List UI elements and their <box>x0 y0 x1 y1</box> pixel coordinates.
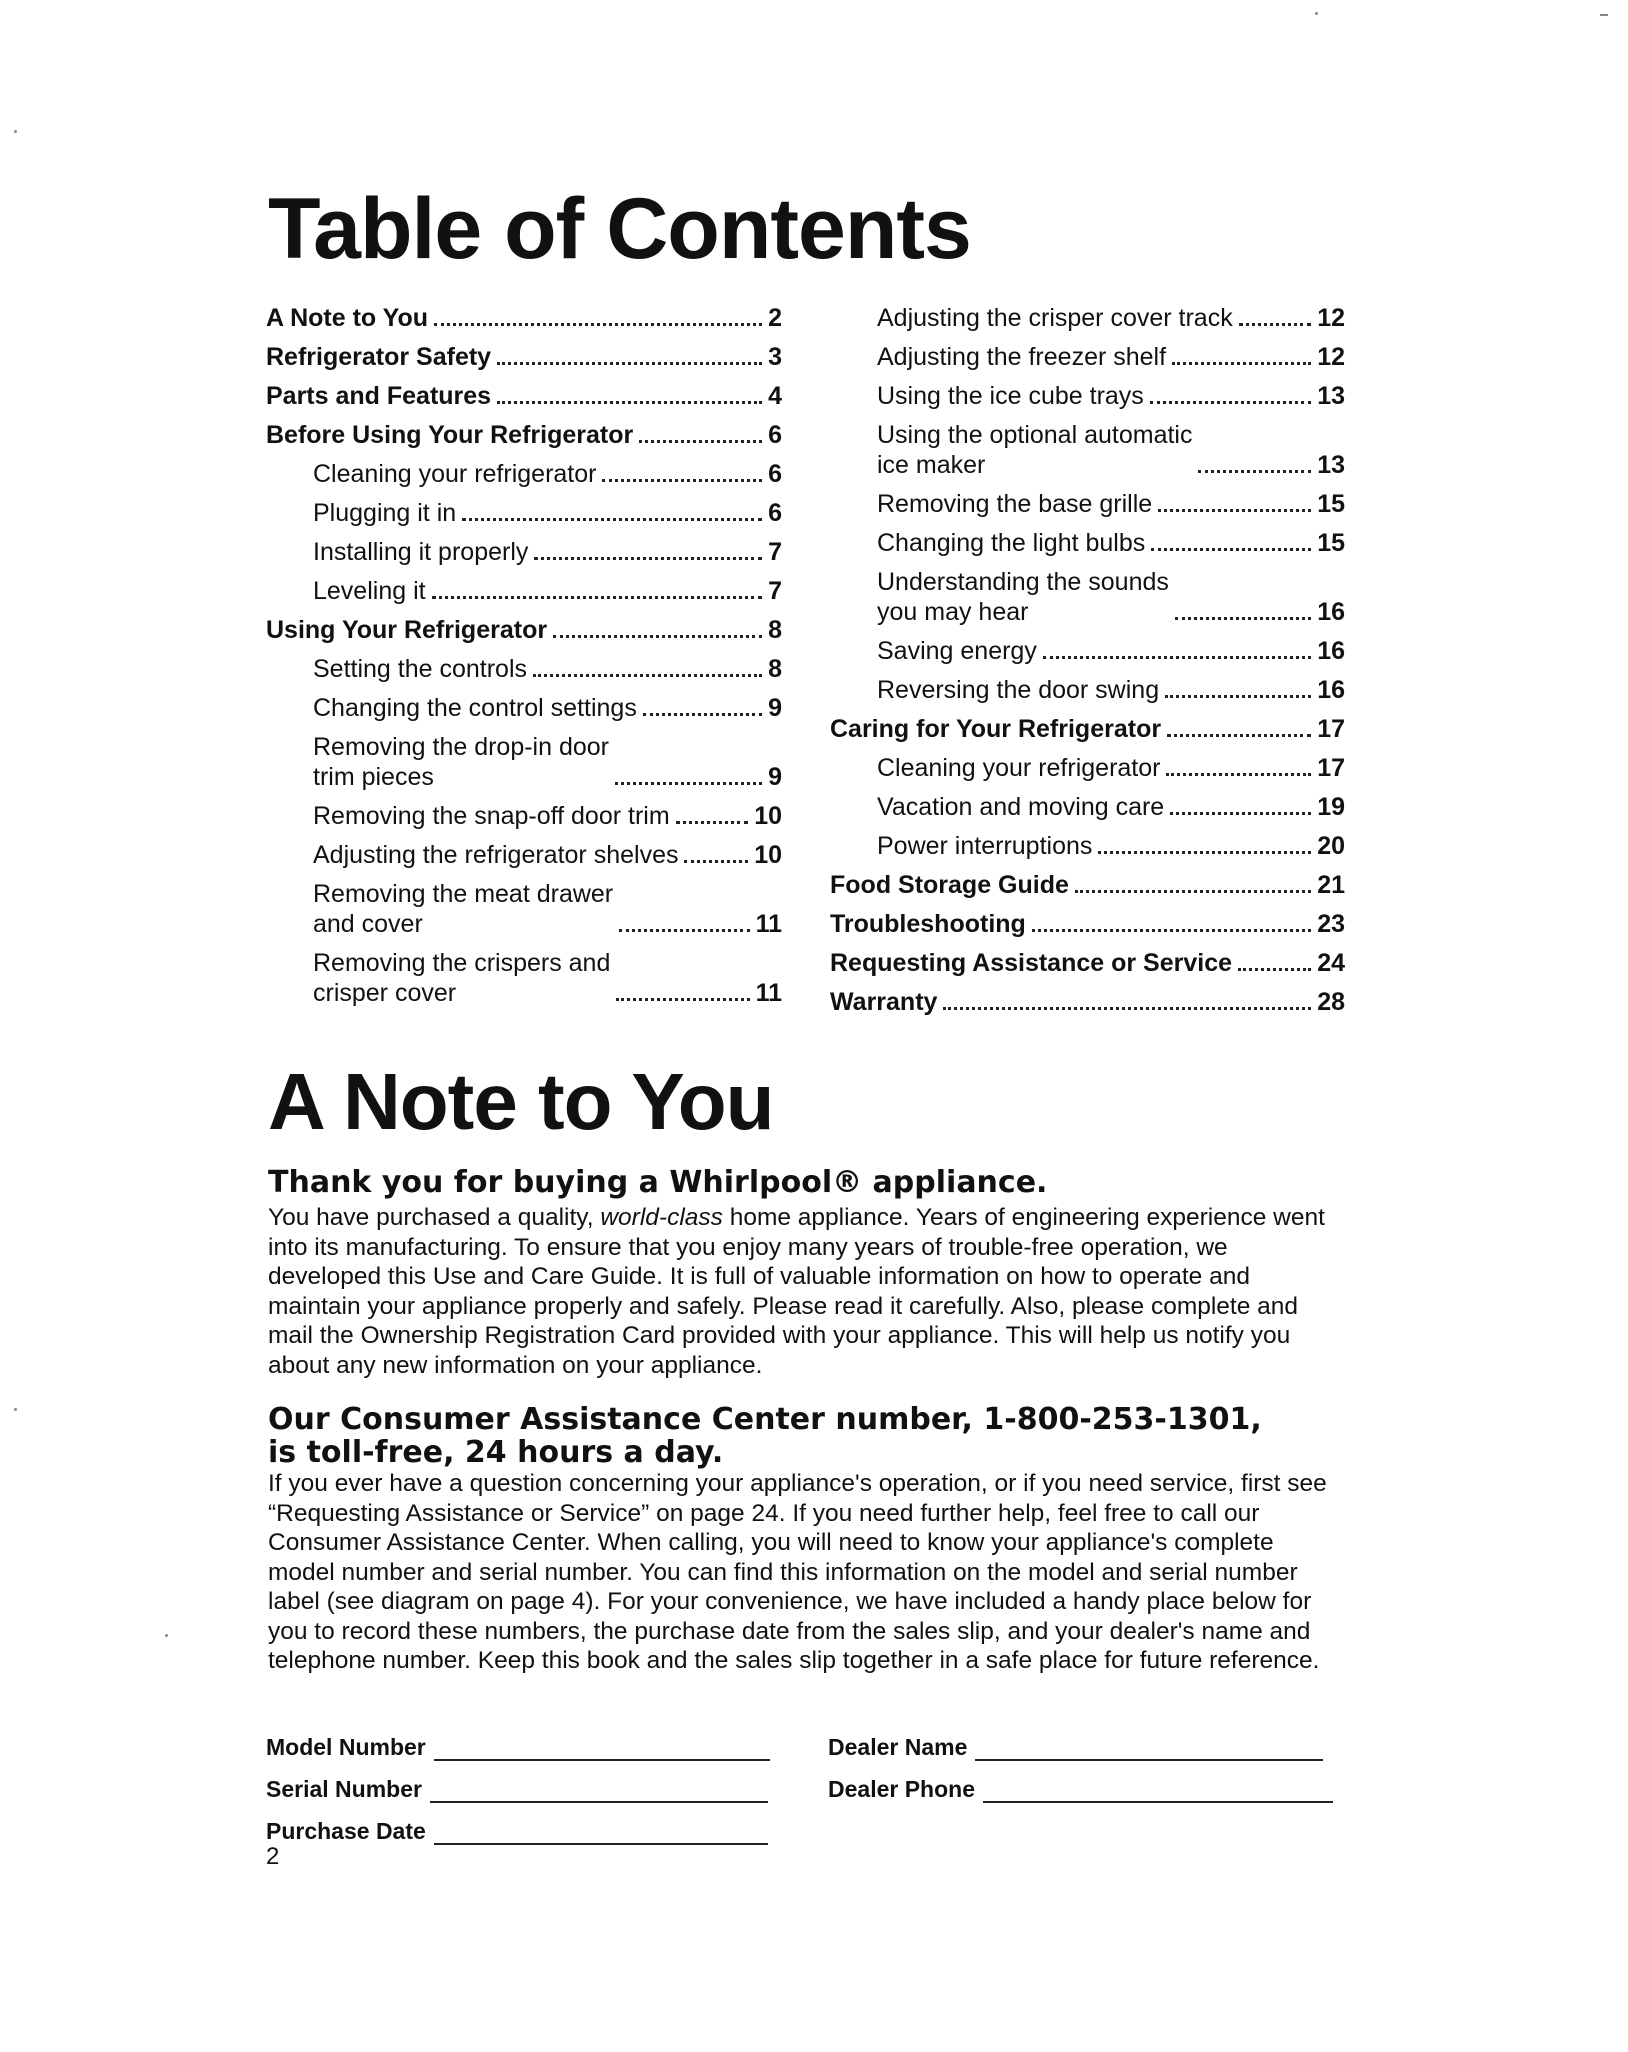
note-title: A Note to You <box>268 1057 774 1146</box>
toc-dot-leader <box>533 674 762 677</box>
thanks-paragraph <box>268 1203 1340 1380</box>
dealer-phone-label: Dealer Phone <box>828 1776 975 1802</box>
toc-entry-title <box>313 732 609 792</box>
toc-dot-leader <box>1151 548 1311 551</box>
toc-dot-leader <box>619 929 749 932</box>
toc-entry-title <box>266 303 428 333</box>
toc-right-column <box>830 303 1345 1026</box>
model-number-line[interactable] <box>434 1735 770 1761</box>
toc-dot-leader <box>553 635 762 638</box>
toc-entry[interactable] <box>830 714 1345 744</box>
toc-entry-title <box>877 381 1144 411</box>
dealer-name-label: Dealer Name <box>828 1734 968 1760</box>
toc-entry-title <box>877 528 1145 558</box>
toc-entry-title <box>877 342 1166 372</box>
toc-entry-title <box>877 636 1037 666</box>
toc-entry[interactable] <box>266 576 782 606</box>
toc-entry-title-line: Parts and Features <box>266 382 492 410</box>
toc-entry-title <box>313 537 528 567</box>
toc-page-number: 13 <box>1317 451 1345 479</box>
toc-entry-title-line: Understanding the sounds <box>877 568 1169 596</box>
toc-dot-leader <box>1043 656 1311 659</box>
toc-entry[interactable] <box>830 909 1345 939</box>
toc-entry-title-line: Using the optional automatic <box>877 421 1193 449</box>
assistance-heading-line1: Our Consumer Assistance Center number, 1-800-253-1301, <box>268 1402 1262 1437</box>
toc-page-number: 11 <box>755 979 782 1007</box>
toc-entry-title <box>313 459 596 489</box>
toc-dot-leader <box>1238 968 1311 971</box>
dealer-name-field <box>828 1734 1323 1761</box>
toc-page-number: 11 <box>755 910 782 938</box>
toc-entry[interactable] <box>266 948 782 1008</box>
toc-page-number: 7 <box>768 577 782 605</box>
toc-page-number: 10 <box>754 802 782 830</box>
toc-entry[interactable] <box>830 303 1345 333</box>
toc-entry-title <box>877 753 1160 783</box>
toc-entry-title <box>830 870 1069 900</box>
toc-page-number: 6 <box>768 499 782 527</box>
thanks-heading: Thank you for buying a Whirlpool® appliance. <box>268 1165 1048 1200</box>
toc-entry-title <box>313 654 527 684</box>
serial-number-line[interactable] <box>430 1777 768 1803</box>
toc-dot-leader <box>1167 734 1311 737</box>
toc-entry-title <box>877 303 1233 333</box>
toc-entry-title-line: Vacation and moving care <box>877 793 1165 821</box>
toc-entry-title <box>830 948 1232 978</box>
toc-page-number: 24 <box>1317 949 1345 977</box>
toc-page-number: 6 <box>768 460 782 488</box>
toc-entry[interactable] <box>830 381 1345 411</box>
toc-entry-title-line: Saving energy <box>877 637 1037 665</box>
toc-entry-title-line: Requesting Assistance or Service <box>830 949 1233 977</box>
toc-page-number: 4 <box>768 382 782 410</box>
toc-entry-title-line: A Note to You <box>266 304 429 332</box>
assistance-heading-line2: is toll-free, 24 hours a day. <box>268 1435 724 1470</box>
toc-entry-title-line: Using Your Refrigerator <box>266 616 548 644</box>
assistance-paragraph: If you ever have a question concerning your appliance's operation, or if you need service, first see “Requesting Assistance or Service” on page 24. If you need further help, feel free to call our Consumer Assistance Center. When calling, you will need to know your appliance's complete model number and serial number. You can find this information on the model and serial number label (see diagram on page 4). For your convenience, we have included a handy place below for you to record these numbers, the purchase date from the sales slip, and your dealer's name and telephone number. Keep this book and the sales slip together in a safe place for future reference. <box>268 1470 1327 1674</box>
toc-entry[interactable] <box>266 459 782 489</box>
toc-entry[interactable] <box>266 615 782 645</box>
toc-page-number: 19 <box>1317 793 1345 821</box>
toc-entry-title-line: crisper cover <box>313 979 457 1007</box>
toc-dot-leader <box>1198 470 1311 473</box>
toc-entry-title <box>313 801 670 831</box>
toc-entry-title-line: Refrigerator Safety <box>266 343 492 371</box>
toc-entry[interactable] <box>266 732 782 792</box>
dealer-phone-line[interactable] <box>983 1777 1333 1803</box>
toc-entry[interactable] <box>830 420 1345 480</box>
toc-entry[interactable] <box>266 342 782 372</box>
toc-entry-title-line: Cleaning your refrigerator <box>877 754 1161 782</box>
toc-dot-leader <box>643 713 762 716</box>
toc-page-number: 2 <box>768 304 782 332</box>
toc-entry[interactable] <box>266 654 782 684</box>
toc-page-number: 9 <box>768 763 782 791</box>
toc-entry-title <box>877 831 1092 861</box>
toc-entry[interactable] <box>266 537 782 567</box>
toc-page-number: 15 <box>1317 490 1345 518</box>
toc-page-number: 16 <box>1317 598 1345 626</box>
toc-dot-leader <box>1098 851 1311 854</box>
toc-entry-title-line: Before Using Your Refrigerator <box>266 421 634 449</box>
toc-entry[interactable] <box>830 636 1345 666</box>
scan-speck <box>14 1408 17 1411</box>
toc-entry[interactable] <box>830 528 1345 558</box>
toc-left-column <box>266 303 782 1017</box>
toc-dot-leader <box>943 1007 1311 1010</box>
toc-page-number: 8 <box>768 655 782 683</box>
toc-page-number: 16 <box>1317 637 1345 665</box>
toc-dot-leader <box>639 440 762 443</box>
toc-dot-leader <box>534 557 762 560</box>
toc-entry-title <box>313 879 613 939</box>
toc-page-number: 7 <box>768 538 782 566</box>
toc-page-number: 3 <box>768 343 782 371</box>
toc-page-number: 16 <box>1317 676 1345 704</box>
toc-entry[interactable] <box>266 498 782 528</box>
toc-dot-leader <box>615 782 762 785</box>
toc-dot-leader <box>432 596 763 599</box>
scan-speck <box>1315 12 1318 15</box>
toc-dot-leader <box>684 860 748 863</box>
toc-entry[interactable] <box>830 675 1345 705</box>
toc-page-number: 17 <box>1317 754 1345 782</box>
toc-entry[interactable] <box>830 987 1345 1017</box>
toc-entry-title-line: ice maker <box>877 451 986 479</box>
toc-entry-title <box>877 792 1164 822</box>
dealer-name-line[interactable] <box>975 1735 1323 1761</box>
scan-speck <box>1600 14 1608 16</box>
toc-page-number: 20 <box>1317 832 1345 860</box>
toc-entry-title <box>266 342 491 372</box>
toc-entry-title-line: Removing the base grille <box>877 490 1153 518</box>
toc-entry-title-line: Reversing the door swing <box>877 676 1160 704</box>
toc-entry[interactable] <box>266 801 782 831</box>
toc-dot-leader <box>676 821 749 824</box>
model-number-field <box>266 1734 770 1761</box>
toc-entry[interactable] <box>830 342 1345 372</box>
toc-entry-title-line: Adjusting the freezer shelf <box>877 343 1167 371</box>
toc-entry[interactable] <box>830 948 1345 978</box>
toc-entry-title <box>830 987 937 1017</box>
toc-dot-leader <box>1165 695 1311 698</box>
dealer-phone-field <box>828 1776 1333 1803</box>
scan-speck <box>165 1634 168 1637</box>
toc-dot-leader <box>1166 773 1311 776</box>
toc-entry[interactable] <box>266 693 782 723</box>
toc-page-number: 9 <box>768 694 782 722</box>
toc-entry-title <box>313 693 637 723</box>
toc-dot-leader <box>1032 929 1311 932</box>
toc-entry-title-line: Food Storage Guide <box>830 871 1069 899</box>
toc-entry-title-line: Plugging it in <box>313 499 457 527</box>
toc-page-number: 10 <box>754 841 782 869</box>
toc-entry[interactable] <box>266 420 782 450</box>
toc-dot-leader <box>497 362 762 365</box>
toc-entry[interactable] <box>830 753 1345 783</box>
toc-entry-title-line: trim pieces <box>313 763 434 791</box>
scan-speck <box>14 130 17 133</box>
toc-page-number: 12 <box>1317 304 1345 332</box>
toc-entry-title-line: you may hear <box>877 598 1029 626</box>
toc-entry[interactable] <box>266 381 782 411</box>
purchase-date-line[interactable] <box>434 1819 768 1845</box>
toc-entry-title-line: Leveling it <box>313 577 426 605</box>
toc-entry[interactable] <box>830 870 1345 900</box>
assistance-heading <box>268 1403 1368 1469</box>
toc-entry[interactable] <box>266 840 782 870</box>
serial-number-label: Serial Number <box>266 1776 422 1802</box>
toc-entry-title-line: Warranty <box>830 988 938 1016</box>
toc-entry-title-line: Adjusting the refrigerator shelves <box>313 841 679 869</box>
toc-entry-title-line: Setting the controls <box>313 655 528 683</box>
toc-entry-title <box>266 420 633 450</box>
toc-entry[interactable] <box>830 792 1345 822</box>
toc-dot-leader <box>1170 812 1311 815</box>
toc-entry-title <box>266 381 491 411</box>
toc-page-number: 15 <box>1317 529 1345 557</box>
toc-entry-title-line: Removing the drop-in door <box>313 733 609 761</box>
toc-entry-title <box>877 567 1169 627</box>
toc-dot-leader <box>616 998 749 1001</box>
thanks-text-pre: You have purchased a quality, <box>268 1204 601 1231</box>
toc-page-number: 13 <box>1317 382 1345 410</box>
toc-dot-leader <box>1158 509 1311 512</box>
toc-entry-title <box>266 615 547 645</box>
toc-entry-title <box>313 948 610 1008</box>
toc-page-number: 12 <box>1317 343 1345 371</box>
toc-entry-title <box>830 714 1161 744</box>
toc-entry-title-line: and cover <box>313 910 423 938</box>
toc-entry[interactable] <box>266 879 782 939</box>
toc-entry-title-line: Troubleshooting <box>830 910 1026 938</box>
toc-title: Table of Contents <box>268 181 971 277</box>
serial-number-field <box>266 1776 768 1803</box>
toc-page-number: 17 <box>1317 715 1345 743</box>
purchase-date-field <box>266 1818 768 1845</box>
toc-entry-title <box>830 909 1026 939</box>
toc-entry-title-line: Using the ice cube trays <box>877 382 1144 410</box>
toc-entry-title <box>313 576 426 606</box>
toc-page-number: 6 <box>768 421 782 449</box>
thanks-text-italic: world-class <box>600 1204 723 1231</box>
toc-dot-leader <box>1150 401 1311 404</box>
toc-entry-title <box>313 498 456 528</box>
toc-entry-title-line: Changing the light bulbs <box>877 529 1146 557</box>
toc-entry[interactable] <box>830 567 1345 627</box>
toc-entry-title-line: Power interruptions <box>877 832 1093 860</box>
toc-dot-leader <box>462 518 762 521</box>
toc-dot-leader <box>1175 617 1311 620</box>
toc-entry[interactable] <box>830 489 1345 519</box>
page-number: 2 <box>266 1843 280 1870</box>
toc-entry-title-line: Cleaning your refrigerator <box>313 460 597 488</box>
model-number-label: Model Number <box>266 1734 426 1760</box>
toc-entry-title-line: Adjusting the crisper cover track <box>877 304 1233 332</box>
toc-dot-leader <box>602 479 762 482</box>
toc-dot-leader <box>1239 323 1311 326</box>
toc-page-number: 8 <box>768 616 782 644</box>
toc-entry-title <box>877 489 1152 519</box>
toc-entry-title <box>877 420 1192 480</box>
toc-entry-title-line: Removing the snap-off door trim <box>313 802 670 830</box>
toc-page-number: 21 <box>1317 871 1345 899</box>
toc-entry-title-line: Removing the meat drawer <box>313 880 614 908</box>
toc-entry-title-line: Removing the crispers and <box>313 949 611 977</box>
toc-entry[interactable] <box>830 831 1345 861</box>
toc-dot-leader <box>497 401 762 404</box>
thanks-text-post: home appliance. Years of engineering experience went into its manufacturing. To ensure that you enjoy many years of trouble-free operation, we developed this Use and Care Guide. It is full of valuable information on how to operate and maintain your appliance properly and safely. Please read it carefully. Also, please complete and mail the Ownership Registration Card provided with your appliance. This will help us notify you about any new information on your appliance. <box>268 1204 1325 1379</box>
toc-entry-title <box>877 675 1159 705</box>
toc-dot-leader <box>434 323 762 326</box>
toc-dot-leader <box>1172 362 1311 365</box>
toc-entry-title-line: Caring for Your Refrigerator <box>830 715 1162 743</box>
toc-page-number: 28 <box>1317 988 1345 1016</box>
toc-entry-title <box>313 840 678 870</box>
toc-entry-title-line: Installing it properly <box>313 538 529 566</box>
toc-entry-title-line: Changing the control settings <box>313 694 637 722</box>
toc-page-number: 23 <box>1317 910 1345 938</box>
purchase-date-label: Purchase Date <box>266 1818 426 1844</box>
toc-dot-leader <box>1075 890 1311 893</box>
toc-entry[interactable] <box>266 303 782 333</box>
